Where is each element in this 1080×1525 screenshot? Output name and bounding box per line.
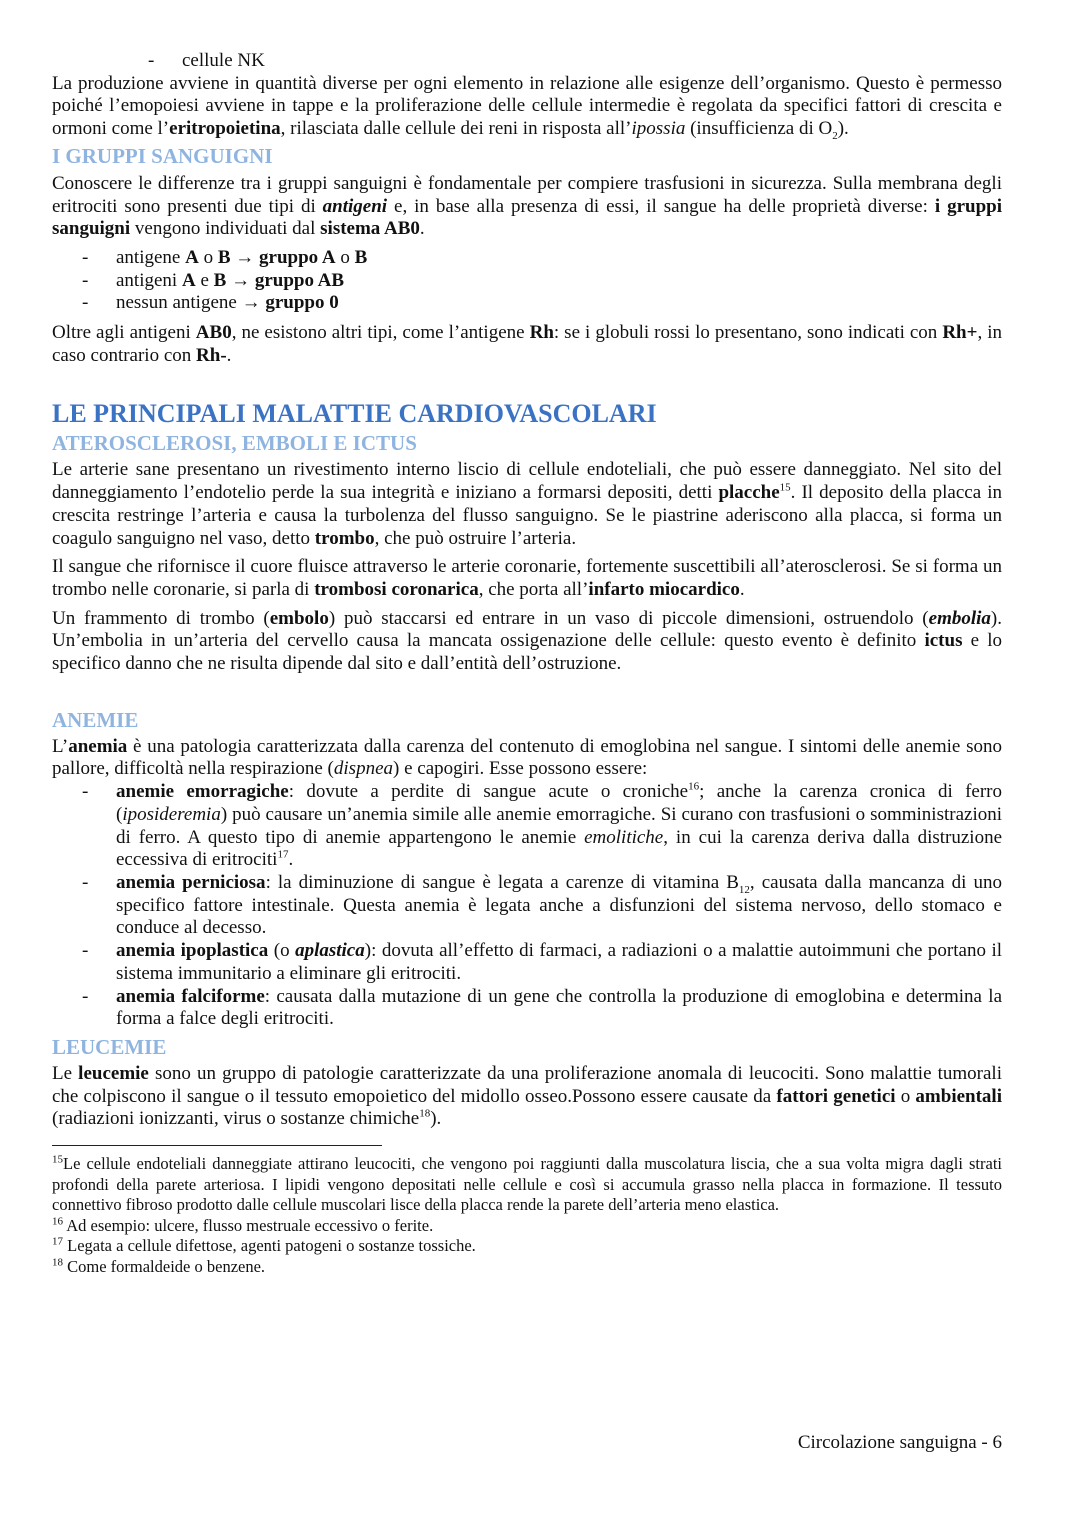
- footnote: $^{18}$ Come formaldeide o benzene.: [52, 1256, 266, 1276]
- heading-leucemie: LEUCEMIE: [52, 1034, 167, 1059]
- footnote: $^{15}$Le cellule endoteliali danneggiate attirano leucociti, che vengono poi raggiunti dalla muscolatura liscia, che a sua volta migra dagli strati profondi della parete arteriosa. I lipidi vengono depositati nelle cellule e così si accumula grasso nella placca in formazione. Il tessuto connettivo fibroso prodotto dalle cellule muscolari lisce della placca rende la parete dell’arteria meno elastica.: [52, 1153, 1002, 1215]
- paragraph-intro: La produzione avviene in quantità diverse per ogni elemento in relazione alle esigenze dell’organismo. Questo è permesso poiché l’emopoiesi avviene in tappe e la proliferazione delle cellule intermedie è regolata da specifici fattori di crescita e ormoni come l’eritropoietina, rilasciata dalle cellule dei reni in risposta all’ipossia (insufficienza di $O_2$).: [52, 72, 1002, 142]
- cell-list: [52, 50, 1002, 73]
- paragraph-leucemie: Le leucemie sono un gruppo di patologie caratterizzate da una proliferazione anomala di leucociti. Sono malattie tumorali che colpiscono il sangue o il tessuto emopoietico del midollo osseo.Possono essere causate da fattori genetici o ambientali (radiazioni ionizzanti, virus o sostanze chimiche$^{18}$).: [52, 1062, 1002, 1130]
- paragraph-gruppi: Conoscere le differenze tra i gruppi sanguigni è fondamentale per compiere trasfusioni in sicurezza. Sulla membrana degli eritrociti sono presenti due tipi di antigeni e, in base alla presenza di essi, il sangue ha delle proprietà diverse: i gruppi sanguigni vengono individuati dal sistema AB0.: [52, 172, 1002, 240]
- paragraph-rh: Oltre agli antigeni AB0, ne esistono altri tipi, come l’antigene Rh: se i globuli rossi lo presentano, sono indicati con Rh+, in caso contrario con Rh-.: [52, 322, 1002, 366]
- list-item-anemia-ipoplastica: - anemia ipoplastica (o aplastica): dovuta all’effetto di farmaci, a radiazioni o a malattie autoimmuni che portano il sistema immunitario a eliminare gli eritrociti.: [52, 940, 1002, 985]
- list-item-anemie-emorragiche: - anemie emorragiche: dovute a perdite di sangue acute o croniche$^{16}$; anche la carenza cronica di ferro (iposideremia) può causare un’anemia simile alle anemie emorragiche. Si curano con trasfusioni o somministrazioni di ferro. A questo tipo di anemie appartengono le anemie emolitiche, in cui la carenza deriva dalla distruzione eccessiva di eritrociti$^{17}$.: [52, 781, 1002, 872]
- footnotes: [52, 1154, 1002, 1277]
- footnote: $^{16}$ Ad esempio: ulcere, flusso mestruale eccessivo o ferite.: [52, 1215, 434, 1235]
- heading-anemie: ANEMIE: [52, 707, 139, 732]
- footnote-separator: [52, 1145, 382, 1146]
- list-item: - antigene A o B → gruppo A o B: [52, 247, 1002, 270]
- heading-aterosclerosi: ATEROSCLEROSI, EMBOLI E ICTUS: [52, 431, 417, 456]
- list-item: - antigeni A e B → gruppo AB: [52, 270, 1002, 293]
- list-item: - nessun antigene → gruppo 0: [52, 292, 1002, 315]
- heading-gruppi-sanguigni: I GRUPPI SANGUIGNI: [52, 143, 273, 168]
- paragraph-aterosclerosi-3: Un frammento di trombo (embolo) può staccarsi ed entrare in un vaso di piccole dimensioni, ostruendolo (embolia). Un’embolia in un’arteria del cervello causa la mancata ossigenazione delle cellule: questo evento è definito ictus e lo specifico danno che ne risulta dipende dal sito e dall’entità dell’ostruzione.: [52, 607, 1002, 675]
- heading-malattie-cardiovascolari: LE PRINCIPALI MALATTIE CARDIOVASCOLARI: [52, 399, 657, 429]
- footnote: $^{17}$ Legata a cellule difettose, agenti patogeni o sostanze tossiche.: [52, 1235, 476, 1256]
- document-page: [52, 50, 1002, 1277]
- anemia-types-list: [52, 781, 1002, 1031]
- blood-group-list: [52, 247, 1002, 315]
- paragraph-aterosclerosi-1: Le arterie sane presentano un rivestimento interno liscio di cellule endoteliali, che può essere danneggiato. Nel sito del danneggiamento l’endotelio perde la sua integrità e iniziano a formarsi depositi, detti placche$^{15}$. Il deposito della placca in crescita restringe l’arteria e causa la turbolenza del flusso sanguigno. Se le piastrine aderiscono alla placca, si forma un coagulo sanguigno nel vaso, detto trombo, che può ostruire l’arteria.: [52, 459, 1002, 549]
- page-footer: Circolazione sanguigna - 6: [797, 1432, 1002, 1453]
- list-item: - cellule NK: [52, 50, 1002, 73]
- paragraph-anemie: L’anemia è una patologia caratterizzata dalla carenza del contenuto di emoglobina nel sangue. I sintomi delle anemie sono pallore, difficoltà nella respirazione (dispnea) e capogiri. Esse possono essere:: [52, 735, 1002, 780]
- list-item-anemia-falciforme: - anemia falciforme: causata dalla mutazione di un gene che controlla la produzione di emoglobina e determina la forma a falce degli eritrociti.: [52, 986, 1002, 1031]
- paragraph-aterosclerosi-2: Il sangue che rifornisce il cuore fluisce attraverso le arterie coronarie, fortemente suscettibili all’aterosclerosi. Se si forma un trombo nelle coronarie, si parla di trombosi coronarica, che porta all’infarto miocardico.: [52, 556, 1002, 600]
- list-item-anemia-perniciosa: - anemia perniciosa: la diminuzione di sangue è legata a carenze di vitamina $B_{12}$, causata dalla mancanza di uno specifico fattore intestinale. Questa anemia è legata anche a disfunzioni del sistema nervoso, dello stomaco e conduce al decesso.: [52, 872, 1002, 940]
